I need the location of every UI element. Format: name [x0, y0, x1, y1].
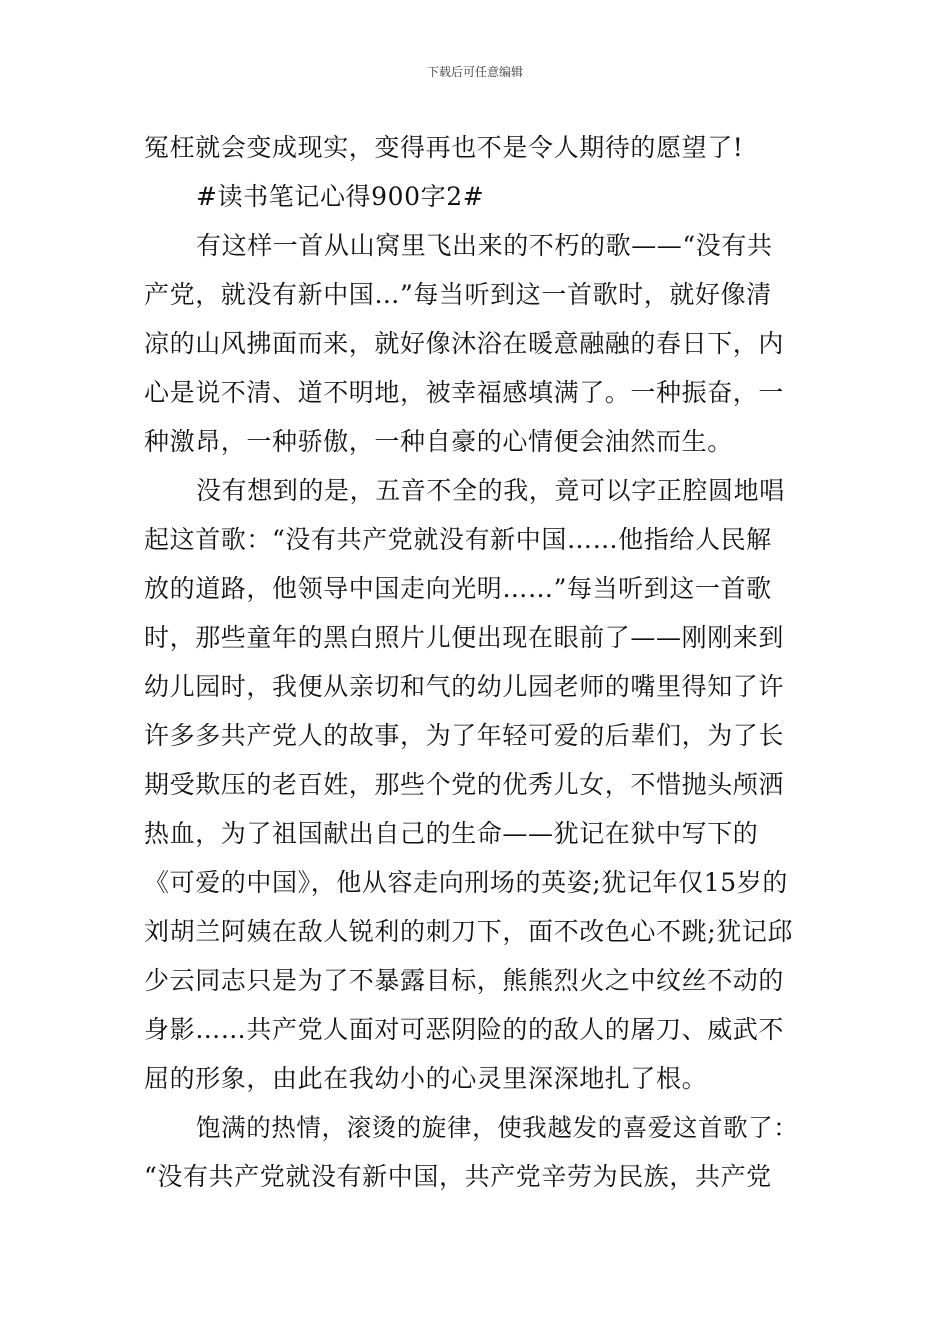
document-body [144, 128, 808, 1206]
text-line: 产党，就没有新中国…”每当听到这一首歌时，就好像清 [144, 280, 772, 309]
text-line: 饱满的热情，滚烫的旋律，使我越发的喜爱这首歌了： [196, 1113, 799, 1142]
text-line: #读书笔记心得900字2# [196, 182, 485, 211]
text-line: 种激昂，一种骄傲，一种自豪的心情便会油然而生。 [144, 427, 733, 456]
text-line: 幼儿园时，我便从亲切和气的幼儿园老师的嘴里得知了许 [144, 672, 785, 701]
text-line: 刘胡兰阿姨在敌人锐利的刺刀下，面不改色心不跳;犹记邱 [144, 917, 794, 946]
text-line: 屈的形象，由此在我幼小的心灵里深深地扎了根。 [144, 1064, 708, 1093]
text-line: 凉的山风拂面而来，就好像沐浴在暖意融融的春日下，内 [144, 329, 785, 358]
text-line: 身影……共产党人面对可恶阴险的的敌人的屠刀、威武不 [144, 1015, 785, 1044]
text-line: 有这样一首从山窝里飞出来的不朽的歌——“没有共 [196, 231, 773, 260]
text-line: 冤枉就会变成现实，变得再也不是令人期待的愿望了! [144, 133, 744, 162]
text-line: 心是说不清、道不明地，被幸福感填满了。一种振奋，一 [144, 378, 785, 407]
text-line: 少云同志只是为了不暴露目标，熊熊烈火之中纹丝不动的 [144, 966, 785, 995]
text-line: 许多多共产党人的故事，为了年轻可爱的后辈们，为了长 [144, 721, 785, 750]
text-line: 没有想到的是，五音不全的我，竟可以字正腔圆地唱 [196, 476, 785, 505]
text-line: 放的道路，他领导中国走向光明……”每当听到这一首歌 [144, 574, 772, 603]
text-line: 时，那些童年的黑白照片儿便出现在眼前了——刚刚来到 [144, 623, 785, 652]
text-line: 《可爱的中国》，他从容走向刑场的英姿;犹记年仅15岁的 [144, 868, 788, 897]
page-header-note: 下载后可任意编辑 [426, 65, 523, 79]
text-line: 热血，为了祖国献出自己的生命——犹记在狱中写下的 [144, 819, 759, 848]
text-line: “没有共产党就没有新中国，共产党辛劳为民族，共产党 [144, 1162, 772, 1191]
text-line: 起这首歌：“没有共产党就没有新中国……他指给人民解 [144, 525, 772, 554]
text-line: 期受欺压的老百姓，那些个党的优秀儿女，不惜抛头颅洒 [144, 770, 785, 799]
